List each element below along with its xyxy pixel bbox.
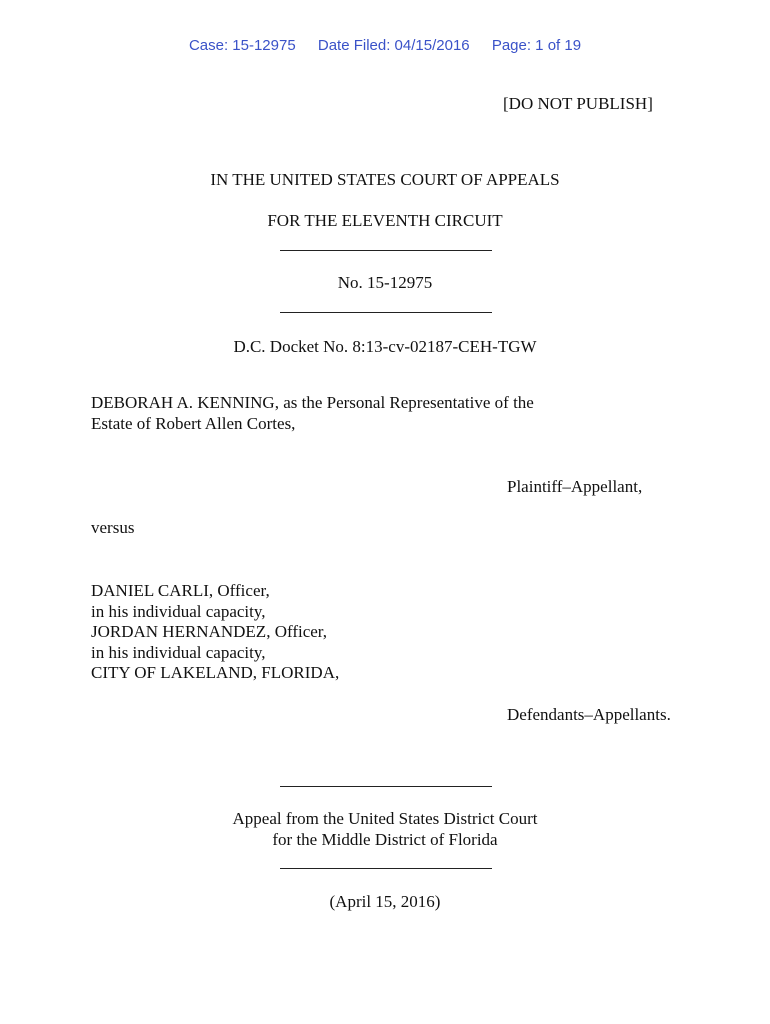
court-name: IN THE UNITED STATES COURT OF APPEALS xyxy=(210,170,560,189)
publish-notice: [DO NOT PUBLISH] xyxy=(503,94,653,113)
versus-label: versus xyxy=(91,518,135,537)
divider-4 xyxy=(280,868,492,869)
defendant-line: in his individual capacity, xyxy=(91,602,266,621)
defendant-line: JORDAN HERNANDEZ, Officer, xyxy=(91,622,328,641)
divider-2 xyxy=(280,312,492,313)
plaintiff-name: DEBORAH A. KENNING, as the Personal Representative of the xyxy=(91,393,534,412)
filing-header xyxy=(0,37,770,54)
appeal-case-number: No. 15-12975 xyxy=(337,273,433,292)
district-docket: D.C. Docket No. 8:13-cv-02187-CEH-TGW xyxy=(233,337,537,356)
decision-date: (April 15, 2016) xyxy=(329,892,441,911)
defendant-line: CITY OF LAKELAND, FLORIDA, xyxy=(91,663,340,682)
plaintiff-role: Plaintiff–Appellant, xyxy=(507,477,643,496)
divider-1 xyxy=(280,250,492,251)
page-count-stamp: Page: 1 of 19 xyxy=(491,37,582,54)
defendants-role: Defendants–Appellants. xyxy=(507,705,671,724)
appeal-district: for the Middle District of Florida xyxy=(272,830,498,849)
date-filed-stamp: Date Filed: 04/15/2016 xyxy=(317,37,470,54)
plaintiff-estate: Estate of Robert Allen Cortes, xyxy=(91,414,296,433)
appeal-source: Appeal from the United States District Court xyxy=(232,809,538,828)
defendant-line: DANIEL CARLI, Officer, xyxy=(91,581,270,600)
case-number-stamp: Case: 15-12975 xyxy=(188,37,296,54)
circuit-name: FOR THE ELEVENTH CIRCUIT xyxy=(267,211,503,230)
divider-3 xyxy=(280,786,492,787)
defendant-line: in his individual capacity, xyxy=(91,643,266,662)
